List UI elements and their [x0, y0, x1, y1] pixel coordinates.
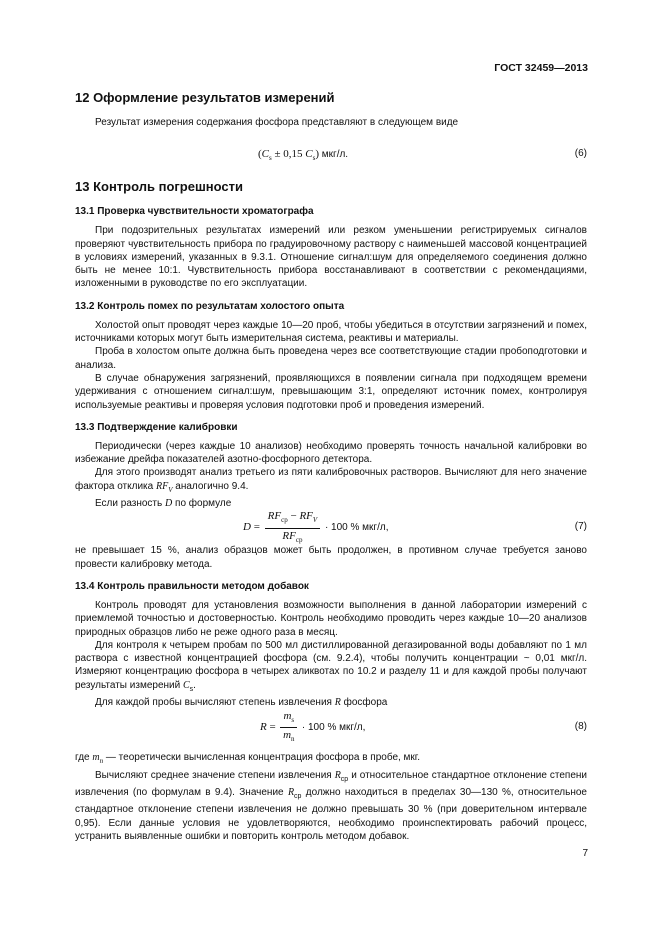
subsection-13-2-title: 13.2 Контроль помех по результатам холостого опыта: [75, 300, 345, 312]
subsection-13-4-paragraph-2: Для контроля к четырем пробам по 500 мл дистиллированной дегазированной воды добавляют по 1 мл раствора с известной концентрацией фосфора (см. 9.2.4), чтобы получить концентрации ~ 0,01 мкг/л. Измеряют концентрацию фосфора в четырех аликвотах по 10.2 и разделу 11 и для каждой пробы получают результаты измерений $C_s$.: [75, 639, 587, 693]
formula-8-expression: R = $\frac{m_s}{m_n}$ · 100 % мкг/л,: [260, 710, 366, 744]
subsection-13-4-paragraph-3: Для каждой пробы вычисляют степень извлечения R фосфора: [95, 697, 388, 709]
formula-8-number: (8): [574, 721, 587, 733]
subsection-13-4-title: 13.4 Контроль правильности методом добавок: [75, 580, 309, 592]
section-13-title: 13 Контроль погрешности: [75, 179, 244, 195]
formula-7-expression: D = $\frac{RF_{ср} - RF_V}{RF_{ср}}$ · 100 % мкг/л,: [243, 510, 389, 544]
formula-7-fraction: $\frac{RF_{ср} - RF_V}{RF_{ср}}$: [265, 510, 321, 545]
formula-6-expression: ($C_s \pm 0,15$ $C_s$) мкг/л.: [258, 148, 349, 163]
subsection-13-1-title: 13.1 Проверка чувствительности хроматографа: [75, 206, 314, 218]
formula-7-number: (7): [574, 521, 587, 533]
subsection-13-3-paragraph-3: Если разность D по формуле: [95, 498, 232, 510]
subsection-13-4-paragraph-1: Контроль проводят для установления возможности выполнения в данной лаборатории измерений с приемлемой точностью и достоверностью. Контроль необходимо проводить через каждые 10—20 анализов природных образцов либо не реже одного раза в месяц.: [75, 599, 587, 638]
document-code: ГОСТ 32459—2013: [494, 62, 588, 74]
subsection-13-3-paragraph-4: не превышает 15 %, анализ образцов может быть продолжен, в противном случае требуется заново провести калибровку метода.: [75, 545, 587, 570]
formula-8-legend: где $m_n$ — теоретически вычисленная концентрация фосфора в пробе, мкг.: [75, 752, 421, 766]
section-12-title: 12 Оформление результатов измерений: [75, 90, 335, 105]
formula-6: [75, 141, 587, 167]
subsection-13-3-paragraph-2: Для этого производят анализ третьего из пяти калибровочных растворов. Вычисляют для него значение фактора отклика $RF_V$ аналогично 9.4.: [75, 467, 587, 494]
subsection-13-3-title: 13.3 Подтверждение калибровки: [75, 421, 238, 433]
subsection-13-1-paragraph: При подозрительных результатах измерений или резком уменьшении регистрируемых сигналов проверяют чувствительность прибора по градуировочному раствору с наименьшей массовой концентрацией в условиях измерений, указанных в 9.3.1. Отношение сигнал:шум для определяемого соединения должно быть не менее 10:1. Чувствительность прибора восстанавливают в соответствии с рекомендациями, изложенными в руководстве по его эксплуатации.: [75, 225, 587, 290]
formula-8: [75, 709, 587, 745]
formula-8-fraction: $\frac{m_s}{m_n}$: [280, 710, 297, 745]
formula-6-number: (6): [574, 148, 587, 160]
section-12-paragraph: Результат измерения содержания фосфора представляют в следующем виде: [95, 117, 459, 128]
document-body: [75, 90, 587, 843]
subsection-13-2-paragraph-3: В случае обнаружения загрязнений, проявляющихся в появлении сигнала при подходящем времени удерживания с отношением сигнал:шум, превышающим 3:1, определяют источник помех, контролируя используемые реактивы и проверяя условия подготовки проб и проведения измерений.: [75, 372, 587, 411]
page-number: 7: [582, 848, 588, 859]
subsection-13-4-paragraph-4: Вычисляют среднее значение степени извлечения $R_{ср}$ и относительное стандартное отклонение степени извлечения (по формулам в 9.4). Значение $R_{ср}$ должно находиться в пределах 30—130 %, относительное стандартное отклонение степени извлечения не должно превышать 30 % (при доверительном интервале 0,95). Если данные условия не удовлетворяются, необходимо проинспектировать рабочий процесс, устранить выявленные ошибки и повторить контроль методом добавок.: [75, 769, 587, 842]
subsection-13-3-paragraph-1: Периодически (через каждые 10 анализов) необходимо проверять точность начальной калибровки во избежание дрейфа показателей азотно-фосфорного детектора.: [75, 440, 587, 466]
formula-7: [75, 510, 587, 544]
subsection-13-2-paragraph-1: Холостой опыт проводят через каждые 10—20 проб, чтобы убедиться в отсутствии загрязнений и помех, источниками которых могут быть измерительная система, реактивы и материалы.: [75, 319, 587, 345]
subsection-13-2-paragraph-2: Проба в холостом опыте должна быть проведена через все соответствующие стадии пробоподготовки и анализа.: [75, 346, 587, 371]
